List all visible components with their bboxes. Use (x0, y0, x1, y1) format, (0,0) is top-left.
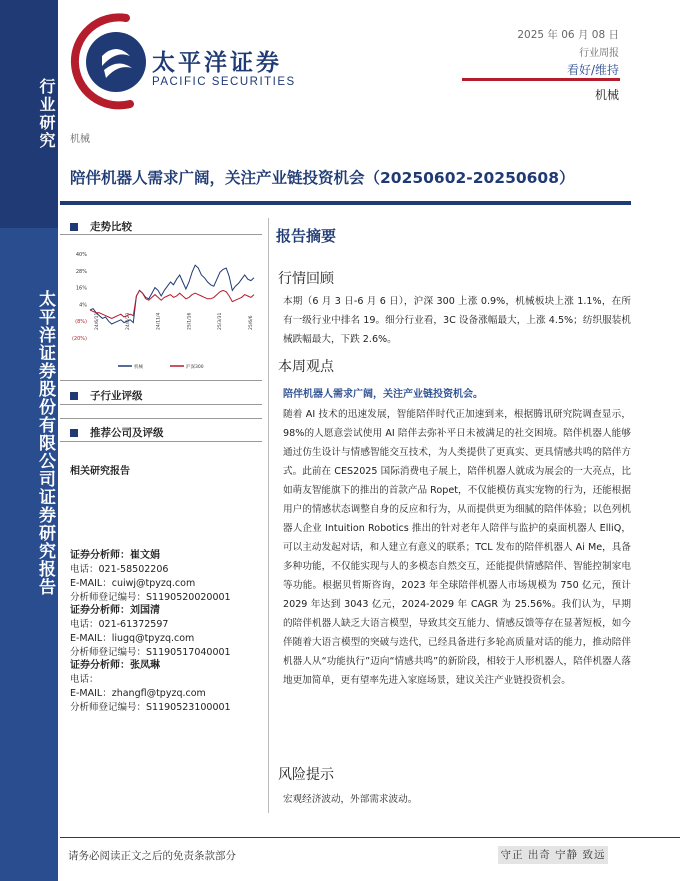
footer-divider (60, 837, 680, 838)
sidebar-company-label: 太平洋证券股份有限公司证券研究报告 (35, 290, 55, 596)
trend-heading: 走势比较 (70, 219, 132, 234)
y-tick-label: 4% (79, 302, 87, 309)
section-divider (60, 441, 262, 442)
analyst-name: 证券分析师：张凤琳 (70, 660, 160, 671)
analyst-email: E-MAIL：cuiwj@tpyzq.com (70, 578, 196, 589)
section-divider (60, 234, 262, 235)
square-bullet-icon (70, 429, 78, 437)
footer-disclaimer: 请务必阅读正文之后的免责条款部分 (68, 850, 236, 862)
y-tick-label: (8%) (75, 319, 87, 326)
breadcrumb: 机械 (70, 134, 90, 145)
x-tick-label: 25/3/31 (218, 312, 224, 330)
trend-comparison-chart (68, 246, 260, 374)
x-tick-label: 24/11/4 (156, 312, 162, 330)
x-tick-label: 24/6/11 (95, 312, 100, 330)
left-sidebar-band (0, 0, 58, 881)
square-bullet-icon (70, 392, 78, 400)
series-line (90, 290, 254, 318)
analyst-phone: 电话：021-61372597 (70, 619, 169, 630)
review-heading: 行情回顾 (278, 271, 334, 287)
section-divider (60, 380, 262, 381)
x-tick-label: 25/1/16 (187, 312, 193, 330)
view-heading: 本周观点 (278, 359, 334, 375)
square-bullet-icon (70, 223, 78, 231)
y-tick-label: 28% (75, 268, 87, 275)
section-divider (60, 418, 262, 419)
analyst-phone: 电话： (70, 674, 99, 685)
analyst-card (70, 604, 231, 660)
analyst-cert: 分析师登记编号：S1190520020001 (70, 592, 231, 603)
analyst-cert: 分析师登记编号：S1190523100001 (70, 702, 231, 713)
page-title: 陪伴机器人需求广阔，关注产业链投资机会（20250602-20250608） (70, 169, 575, 187)
y-tick-label: 16% (75, 285, 87, 292)
y-tick-label: (20%) (71, 336, 87, 342)
analyst-phone: 电话：021-58502206 (70, 564, 169, 575)
section-divider (60, 404, 262, 405)
industry-rating: 看好/维持 (566, 63, 619, 77)
y-tick-label: 40% (75, 252, 87, 258)
sidebar-category-label: 行业研究 (37, 78, 56, 150)
related-reports-heading: 相关研究报告 (70, 466, 130, 477)
view-paragraph: 随着 AI 技术的迅速发展，智能陪伴时代正加速到来，根据腾讯研究院调查显示，98%的人愿意尝试使用 AI 陪伴去弥补平日未被满足的社交困境。陪伴机器人能够通过仿生设计与情感智能交互技术，为人类提供了更真实、更具情感共鸣的陪伴方式。此前在 CES2025 国际消费电子展上，陪伴机器人就成为展会的一大亮点，比如萌友智能旗下的推出的首款产品 Ropet，不仅能模仿真实宠物的行为，还能根据用户的情感状态调整自身的反应和行为，从而提供更为细腻的陪伴体验；以色列机器人企业 Intuition Robotics 推出的针对老年人陪伴与监护的桌面机器人 ElliQ，可以主动发起对话，和人建立有意义的联系；TCL 发布的陪伴机器人 Ai Me，具备多种功能，不仅能实现与人的多模态自然交互，还能提供情感陪伴、智能控制家电等功能。根据贝哲斯咨询，2023 年全球陪伴机器人市场规模为 750 亿元，预计 2029 年达到 3043 亿元，2024-2029 年 CAGR 为 25.56%。我们认为，早期的陪伴机器人缺乏大语言模型，导致其交互能力、情感反馈等存在显著短板，如今伴随着大语言模型的突破与迭代，已经具备进行多轮高质量对话的能力，推动陪伴机器人从“功能执行”迈向“情感共鸣”的新阶段，相较于人形机器人，陪伴机器人落地更加简单，更有望率先进入家庭场景，建议关注产业链投资机会。 (283, 409, 631, 686)
column-divider (268, 218, 269, 813)
abstract-heading: 报告摘要 (276, 227, 337, 245)
analyst-name: 证券分析师：崔文娟 (70, 550, 160, 561)
logo-emblem-icon (68, 12, 158, 112)
legend-label: 沪深300 (186, 365, 204, 370)
subsector-heading: 子行业评级 (70, 388, 143, 403)
analyst-email: E-MAIL：liugq@tpyzq.com (70, 633, 195, 644)
logo-chinese-name: 太平洋证券 (152, 50, 282, 76)
review-paragraph: 本期（6 月 3 日-6 月 6 日），沪深 300 上涨 0.9%，机械板块上涨 1.1%，在所有一级行业中排名 19。细分行业看，3C 设备涨幅最大，上涨 4.5%；纺织服装机械跌幅最大，下跌 2.6%。 (283, 296, 631, 345)
risk-paragraph: 宏观经济波动，外部需求波动。 (283, 794, 418, 805)
header-accent-line (462, 78, 620, 81)
industry-sector: 机械 (594, 88, 619, 102)
logo-english-name: PACIFIC SECURITIES (152, 76, 296, 88)
footer-motto: 守正 出奇 宁静 致远 (498, 846, 608, 864)
legend-label: 机械 (134, 365, 143, 370)
recommend-heading: 推荐公司及评级 (70, 425, 164, 440)
title-divider (60, 201, 631, 205)
risk-heading: 风险提示 (278, 767, 334, 783)
analyst-name: 证券分析师：刘国清 (70, 605, 160, 616)
view-emphasis: 陪伴机器人需求广阔，关注产业链投资机会。 (283, 389, 483, 400)
analyst-email: E-MAIL：zhangfl@tpyzq.com (70, 688, 206, 699)
x-tick-label: 25/6/6 (249, 315, 254, 330)
series-line (90, 265, 254, 324)
analyst-card (70, 549, 231, 605)
report-date: 2025 年 06 月 08 日 (517, 29, 619, 41)
analyst-card (70, 659, 231, 715)
analyst-cert: 分析师登记编号：S1190517040001 (70, 647, 231, 658)
report-type: 行业周报 (579, 48, 619, 59)
x-tick-label: 24/8/23 (125, 312, 131, 330)
